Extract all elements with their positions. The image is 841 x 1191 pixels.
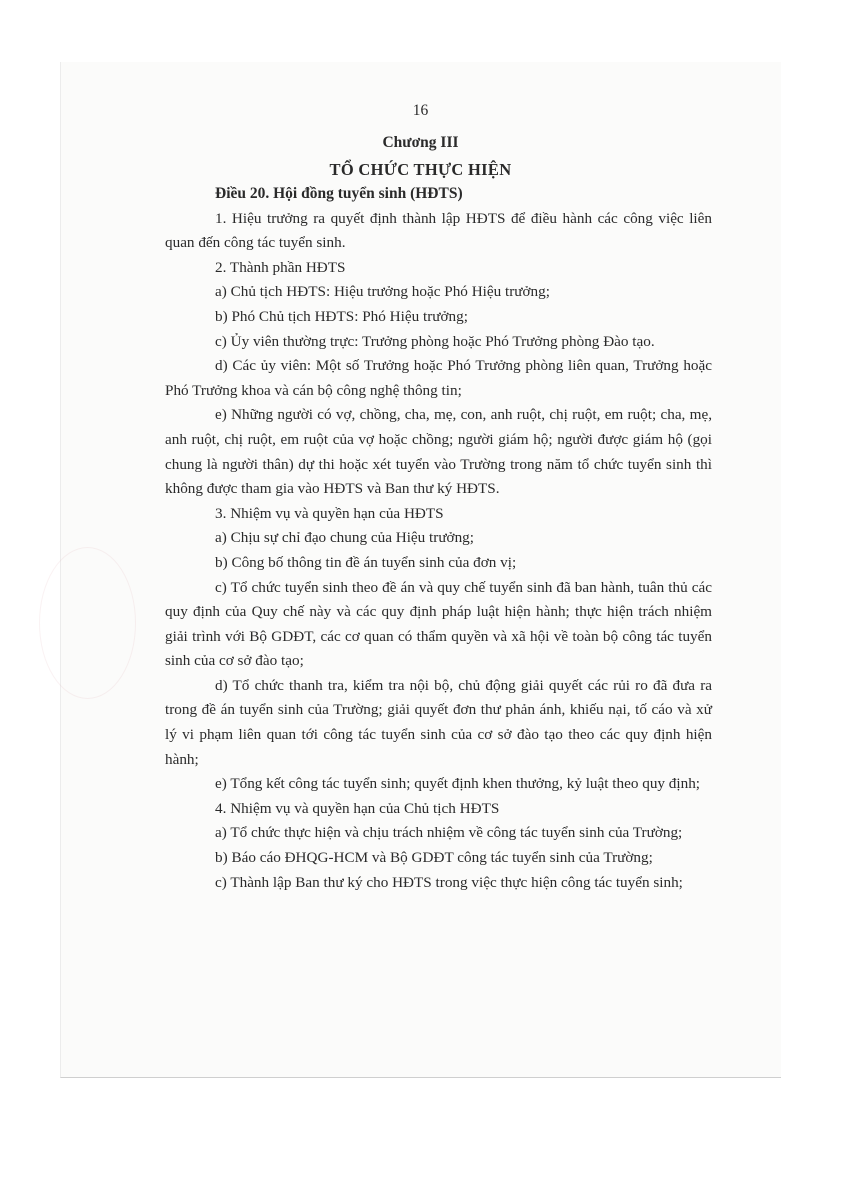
paragraph: b) Công bố thông tin đề án tuyển sinh của đơn vị; [215, 553, 517, 571]
paragraph: 2. Thành phần HĐTS [215, 258, 346, 276]
chapter-title: TỔ CHỨC THỰC HIỆN [329, 160, 512, 179]
paragraph: d) Các ủy viên: Một số Trưởng hoặc Phó Trưởng phòng liên quan, Trưởng hoặc Phó Trưởng khoa và cán bộ công nghệ thông tin; [165, 357, 712, 399]
paragraph: c) Ủy viên thường trực: Trưởng phòng hoặc Phó Trưởng phòng Đào tạo. [215, 332, 655, 350]
paragraph: 4. Nhiệm vụ và quyền hạn của Chủ tịch HĐTS [215, 799, 500, 817]
paragraph: e) Tổng kết công tác tuyển sinh; quyết định khen thưởng, kỷ luật theo quy định; [215, 775, 701, 793]
page-number: 16 [412, 102, 429, 119]
paragraph: e) Những người có vợ, chồng, cha, mẹ, con, anh ruột, chị ruột, em ruột; cha, mẹ, anh ruột, chị ruột, em ruột của vợ hoặc chồng; người giám hộ; người được giám hộ (gọi chung là người thân) dự thi hoặc xét tuyển vào Trường trong năm tổ chức tuyển sinh thì không được tham gia vào HĐTS và Ban thư ký HĐTS. [165, 406, 712, 498]
paragraph: 3. Nhiệm vụ và quyền hạn của HĐTS [215, 504, 444, 522]
chapter-heading: Chương III [382, 134, 459, 151]
article-title: Điều 20. Hội đồng tuyển sinh (HĐTS) [215, 185, 463, 202]
paragraph: b) Phó Chủ tịch HĐTS: Phó Hiệu trưởng; [215, 307, 468, 325]
paragraph: a) Tổ chức thực hiện và chịu trách nhiệm về công tác tuyển sinh của Trường; [215, 824, 683, 842]
paragraph: d) Tổ chức thanh tra, kiểm tra nội bộ, chủ động giải quyết các rủi ro đã đưa ra trong đề án tuyển sinh của Trường; giải quyết đơn thư phản ánh, khiếu nại, tố cáo và xử lý vi phạm liên quan tới công tác tuyển sinh của cơ sở đào tạo theo các quy định hiện hành; [165, 676, 712, 768]
paragraph: c) Tổ chức tuyển sinh theo đề án và quy chế tuyển sinh đã ban hành, tuân thủ các quy định của Quy chế này và các quy định pháp luật hiện hành; thực hiện trách nhiệm giải trình với Bộ GDĐT, các cơ quan có thẩm quyền và xã hội về toàn bộ công tác tuyển sinh của cơ sở đào tạo; [165, 578, 712, 670]
paragraph: a) Chịu sự chỉ đạo chung của Hiệu trưởng; [215, 529, 474, 547]
faded-stamp-mark [39, 547, 136, 699]
paragraph: c) Thành lập Ban thư ký cho HĐTS trong việc thực hiện công tác tuyển sinh; [215, 873, 683, 891]
paragraph: a) Chủ tịch HĐTS: Hiệu trưởng hoặc Phó Hiệu trưởng; [215, 283, 550, 301]
paragraph: 1. Hiệu trưởng ra quyết định thành lập HĐTS để điều hành các công việc liên quan đến công tác tuyển sinh. [165, 209, 712, 252]
document-body [165, 182, 712, 895]
paragraph: b) Báo cáo ĐHQG-HCM và Bộ GDĐT công tác tuyển sinh của Trường; [215, 849, 653, 867]
